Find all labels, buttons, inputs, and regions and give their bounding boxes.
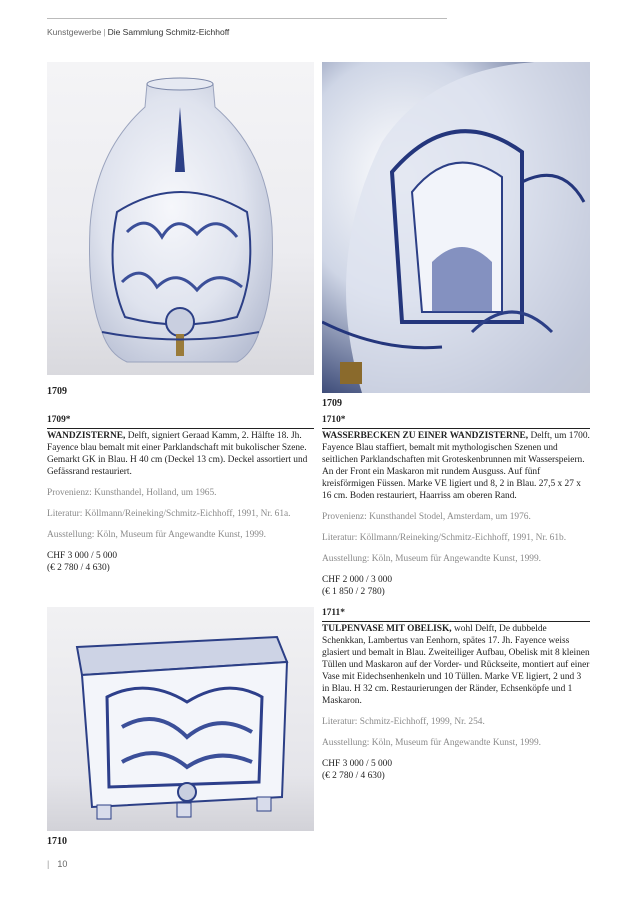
lot-literature: Literatur: Köllmann/Reineking/Schmitz-Eichhoff, 1991, Nr. 61a. (47, 509, 291, 519)
lot-price-eur: (€ 1 850 / 2 780) (322, 587, 385, 597)
box-vase-illustration (47, 607, 314, 831)
lot-number: 1709* (47, 415, 71, 425)
photo-tulpenvase (47, 607, 314, 831)
lot-provenance: Provenienz: Kunsthandel Stodel, Amsterdam, um 1976. (322, 512, 531, 522)
lot-price-chf: CHF 3 000 / 5 000 (47, 551, 118, 561)
lot-rule (322, 428, 590, 429)
running-header (47, 27, 229, 37)
lot-rule (322, 621, 590, 622)
lot-price-chf: CHF 2 000 / 3 000 (322, 575, 393, 585)
photo-wandzisterne (47, 62, 314, 375)
photo-label-1709-left: 1709 (47, 386, 67, 397)
lot-description (47, 430, 314, 478)
basin-illustration (322, 62, 590, 393)
collection-title: Die Sammlung Schmitz-Eichhoff (107, 27, 230, 37)
header-separator: | (103, 27, 106, 37)
lot-entry-1710 (322, 414, 590, 598)
lot-description (322, 623, 590, 707)
page-number: 10 (57, 859, 68, 869)
lot-title: WANDZISTERNE, (47, 431, 126, 441)
photo-label-1709-right: 1709 (322, 398, 342, 409)
lot-literature: Literatur: Schmitz-Eichhoff, 1999, Nr. 254. (322, 717, 485, 727)
lot-description (322, 430, 590, 502)
lot-price-eur: (€ 2 780 / 4 630) (47, 563, 110, 573)
lot-price-eur: (€ 2 780 / 4 630) (322, 771, 385, 781)
lot-entry-1711 (322, 607, 590, 782)
vase-illustration (47, 62, 314, 375)
lot-price-chf: CHF 3 000 / 5 000 (322, 759, 393, 769)
lot-rule (47, 428, 314, 429)
lot-body: wohl Delft, De dubbelde Schenkkan, Lambertus van Eenhorn, spätes 17. Jh. Fayence weiss glasiert und bemalt in Blau. Zweiteiliger Aufbau, Obelisk mit 8 kleinen Tüllen und Maskaron auf der Vorder- und Rückseite, montiert auf einer Vase mit Eidechsenhenkeln und 10 Tüllen. Marke VE ligiert, 2 und 3 in Blau. H 32 cm. Restaurierungen der Ränder, Echsenköpfe und 1 Maskaron. (322, 624, 590, 706)
lot-body: Delft, um 1700. Fayence Blau staffiert, bemalt mit mythologischen Szenen und seitlichen Parklandschaften mit Groteskenbrunnen mit Wasserspeiern. An der Front ein Maskaron mit rundem Ausguss. Auf fünf kreisförmigen Füssen. Marke VE ligiert und 8, 2 in Blau. 27,5 x 27 x 16 cm. Boden restauriert, Haarriss am oberen Rand. (322, 431, 590, 501)
lot-exhibition: Ausstellung: Köln, Museum für Angewandte Kunst, 1999. (47, 530, 266, 540)
page-footer (47, 859, 67, 869)
lot-title: WASSERBECKEN ZU EINER WANDZISTERNE, (322, 431, 529, 441)
lot-body: Delft, signiert Geraad Kamm, 2. Hälfte 18. Jh. Fayence blau bemalt mit einer Parklandschaft mit bukolischer Szene. Gemarkt GK in Blau. H 40 cm (Deckel 13 cm). Deckel assortiert und Gefässrand restauriert. (47, 431, 308, 477)
photo-wasserbecken (322, 62, 590, 393)
footer-separator: | (47, 859, 50, 869)
photo-label-1710: 1710 (47, 836, 67, 847)
lot-entry-1709 (47, 414, 314, 574)
lot-provenance: Provenienz: Kunsthandel, Holland, um 1965. (47, 488, 217, 498)
lot-title: TULPENVASE MIT OBELISK, (322, 624, 452, 634)
lot-number: 1711* (322, 608, 345, 618)
lot-literature: Literatur: Köllmann/Reineking/Schmitz-Eichhoff, 1991, Nr. 61b. (322, 533, 567, 543)
lot-number: 1710* (322, 415, 346, 425)
lot-exhibition: Ausstellung: Köln, Museum für Angewandte Kunst, 1999. (322, 738, 541, 748)
section-label: Kunstgewerbe (47, 27, 102, 37)
lot-exhibition: Ausstellung: Köln, Museum für Angewandte Kunst, 1999. (322, 554, 541, 564)
top-rule (47, 18, 447, 19)
